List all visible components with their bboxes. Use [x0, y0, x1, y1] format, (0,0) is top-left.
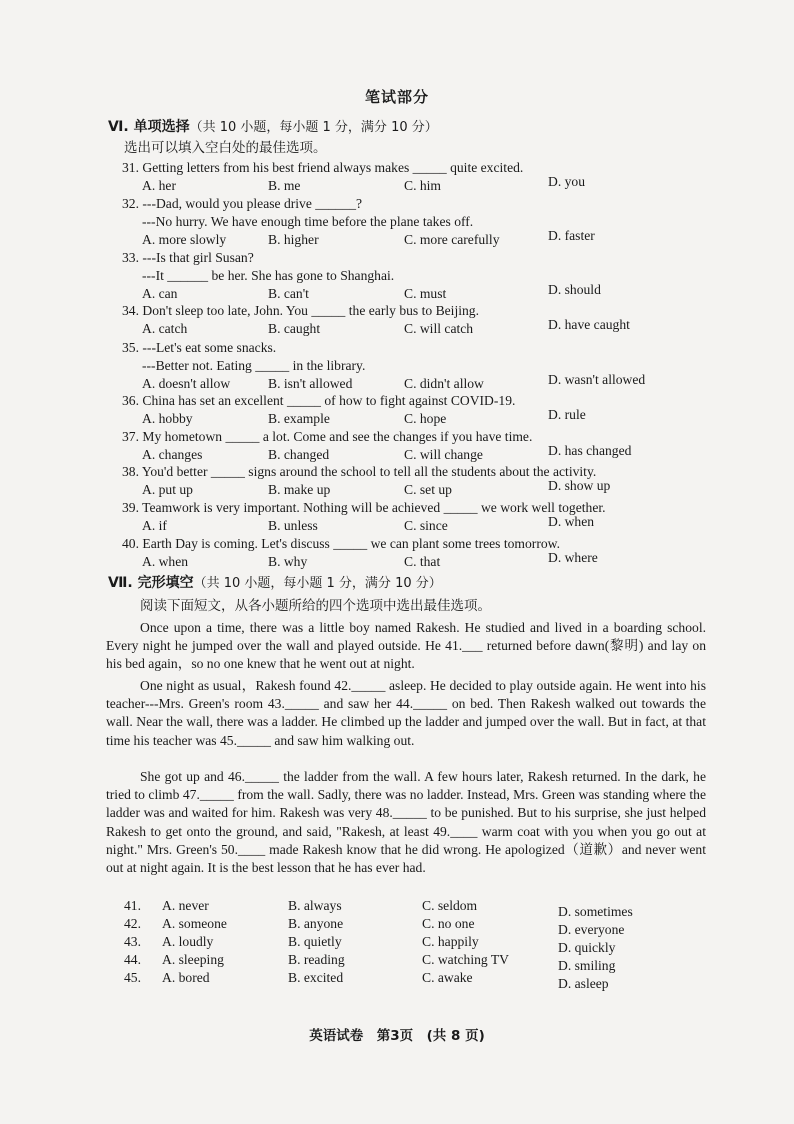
- cloze-number: 42.: [124, 916, 141, 931]
- passage-paragraph: Once upon a time, there was a little boy named Rakesh. He studied and lived in a boarding school. Every night he jumped over the wall and played outside. He 41.___ returned before dawn(黎明) and lay on his bed again，so no one knew that he went out at night.: [106, 620, 706, 672]
- cloze-option: D. everyone: [558, 922, 625, 937]
- question-stem: 35. ---Let's eat some snacks.: [122, 340, 277, 355]
- cloze-option: C. no one: [422, 916, 475, 931]
- section-7-title: Ⅶ. 完形填空: [108, 575, 194, 591]
- cloze-option: B. excited: [288, 970, 344, 985]
- cloze-option: B. reading: [288, 952, 345, 967]
- cloze-option: B. always: [288, 898, 342, 913]
- question-dialogue-line: ---No hurry. We have enough time before the plane takes off.: [142, 214, 474, 229]
- answer-option: D. wasn't allowed: [548, 372, 646, 387]
- cloze-number: 45.: [124, 970, 141, 985]
- cloze-number: 44.: [124, 952, 141, 967]
- cloze-option: C. happily: [422, 934, 479, 949]
- question-stem: 38. You'd better _____ signs around the school to tell all the students about the activity.: [122, 464, 597, 479]
- question-stem: 39. Teamwork is very important. Nothing will be achieved _____ we work well together.: [122, 500, 606, 515]
- answer-option: B. unless: [268, 518, 318, 533]
- answer-option: B. higher: [268, 232, 319, 247]
- answer-option: C. will catch: [404, 321, 474, 336]
- question-dialogue-line: ---Better not. Eating _____ in the library.: [142, 358, 366, 373]
- answer-option: A. put up: [142, 482, 193, 497]
- answer-option: D. have caught: [548, 317, 630, 332]
- answer-option: C. since: [404, 518, 448, 533]
- answer-option: B. changed: [268, 447, 330, 462]
- answer-option: C. more carefully: [404, 232, 500, 247]
- question-dialogue-line: ---It ______ be her. She has gone to Shanghai.: [142, 268, 395, 283]
- answer-option: B. can't: [268, 286, 309, 301]
- cloze-option: D. quickly: [558, 940, 616, 955]
- answer-option: A. changes: [142, 447, 203, 462]
- answer-option: C. hope: [404, 411, 447, 426]
- answer-option: A. more slowly: [142, 232, 227, 247]
- answer-option: A. when: [142, 554, 189, 569]
- answer-option: C. must: [404, 286, 447, 301]
- cloze-option: A. bored: [162, 970, 210, 985]
- answer-option: B. me: [268, 178, 301, 193]
- cloze-option: A. never: [162, 898, 209, 913]
- section-6-title: Ⅵ. 单项选择: [108, 119, 190, 135]
- answer-option: B. why: [268, 554, 308, 569]
- cloze-option: D. smiling: [558, 958, 616, 973]
- answer-option: D. has changed: [548, 443, 632, 458]
- section-6-instruction: 选出可以填入空白处的最佳选项。: [124, 140, 327, 156]
- section-6-heading: [108, 116, 438, 136]
- question-stem: 37. My hometown _____ a lot. Come and see the changes if you have time.: [122, 429, 533, 444]
- answer-option: A. if: [142, 518, 167, 533]
- answer-option: A. can: [142, 286, 178, 301]
- cloze-option: A. sleeping: [162, 952, 224, 967]
- passage-paragraph: She got up and 46._____ the ladder from the wall. A few hours later, Rakesh returned. In the dark, he tried to climb 47._____ from the wall. Sadly, there was no ladder. Instead, Mrs. Green was standing where the ladder was and waited for him. Rakesh was very 48._____ to be punished. But to his surprise, she just helped Rakesh to get onto the ground, and said, "Rakesh, at least 49.____ warm coat with you when you go out at night." Mrs. Green's 50.____ made Rakesh know that he did wrong. He apologized（道歉）and never went out at night again. It is the best lesson that he has ever had.: [106, 769, 706, 876]
- question-stem: 31. Getting letters from his best friend always makes _____ quite excited.: [122, 160, 524, 175]
- page-footer: 英语试卷 第3页 (共 8 页): [309, 1028, 485, 1044]
- cloze-option: B. quietly: [288, 934, 342, 949]
- answer-option: C. set up: [404, 482, 452, 497]
- answer-option: D. where: [548, 550, 598, 565]
- answer-option: D. you: [548, 174, 586, 189]
- cloze-number: 43.: [124, 934, 141, 949]
- cloze-option: A. loudly: [162, 934, 214, 949]
- answer-option: D. faster: [548, 228, 595, 243]
- section-6-note: （共 10 小题，每小题 1 分，满分 10 分）: [189, 120, 438, 135]
- cloze-number: 41.: [124, 898, 141, 913]
- question-stem: 32. ---Dad, would you please drive ______?: [122, 196, 363, 211]
- answer-option: D. when: [548, 514, 595, 529]
- answer-option: A. hobby: [142, 411, 193, 426]
- cloze-option: C. awake: [422, 970, 473, 985]
- answer-option: C. didn't allow: [404, 376, 484, 391]
- question-stem: 40. Earth Day is coming. Let's discuss _____ we can plant some trees tomorrow.: [122, 536, 560, 551]
- cloze-option: C. seldom: [422, 898, 478, 913]
- page-title: 笔试部分: [364, 88, 429, 106]
- answer-option: D. should: [548, 282, 601, 297]
- question-stem: 34. Don't sleep too late, John. You _____ the early bus to Beijing.: [122, 303, 479, 318]
- question-stem: 33. ---Is that girl Susan?: [122, 250, 254, 265]
- cloze-option: D. asleep: [558, 976, 609, 991]
- answer-option: D. rule: [548, 407, 586, 422]
- question-stem: 36. China has set an excellent _____ of how to fight against COVID-19.: [122, 393, 516, 408]
- answer-option: B. example: [268, 411, 330, 426]
- answer-option: C. will change: [404, 447, 483, 462]
- passage-paragraph: One night as usual，Rakesh found 42._____ asleep. He decided to play outside again. He went into his teacher---Mrs. Green's room 43._____ and saw her 44._____ on bed. Then Rakesh walked out towards the wall. Near the wall, there was a ladder. He climbed up the ladder and jumped over the wall. But in fact, at that time his teacher was 45._____ and saw him walking out.: [106, 678, 706, 748]
- section-7-heading: [108, 572, 442, 592]
- answer-option: D. show up: [548, 478, 611, 493]
- answer-option: B. caught: [268, 321, 321, 336]
- section-7-note: （共 10 小题，每小题 1 分，满分 10 分）: [193, 576, 442, 591]
- cloze-option: C. watching TV: [422, 952, 509, 967]
- answer-option: C. him: [404, 178, 442, 193]
- cloze-option: D. sometimes: [558, 904, 633, 919]
- answer-option: B. make up: [268, 482, 331, 497]
- answer-option: A. doesn't allow: [142, 376, 231, 391]
- answer-option: A. her: [142, 178, 176, 193]
- answer-option: A. catch: [142, 321, 188, 336]
- answer-option: C. that: [404, 554, 441, 569]
- answer-option: B. isn't allowed: [268, 376, 353, 391]
- cloze-option: B. anyone: [288, 916, 344, 931]
- section-7-instruction: 阅读下面短文，从各小题所给的四个选项中选出最佳选项。: [140, 598, 491, 614]
- cloze-option: A. someone: [162, 916, 227, 931]
